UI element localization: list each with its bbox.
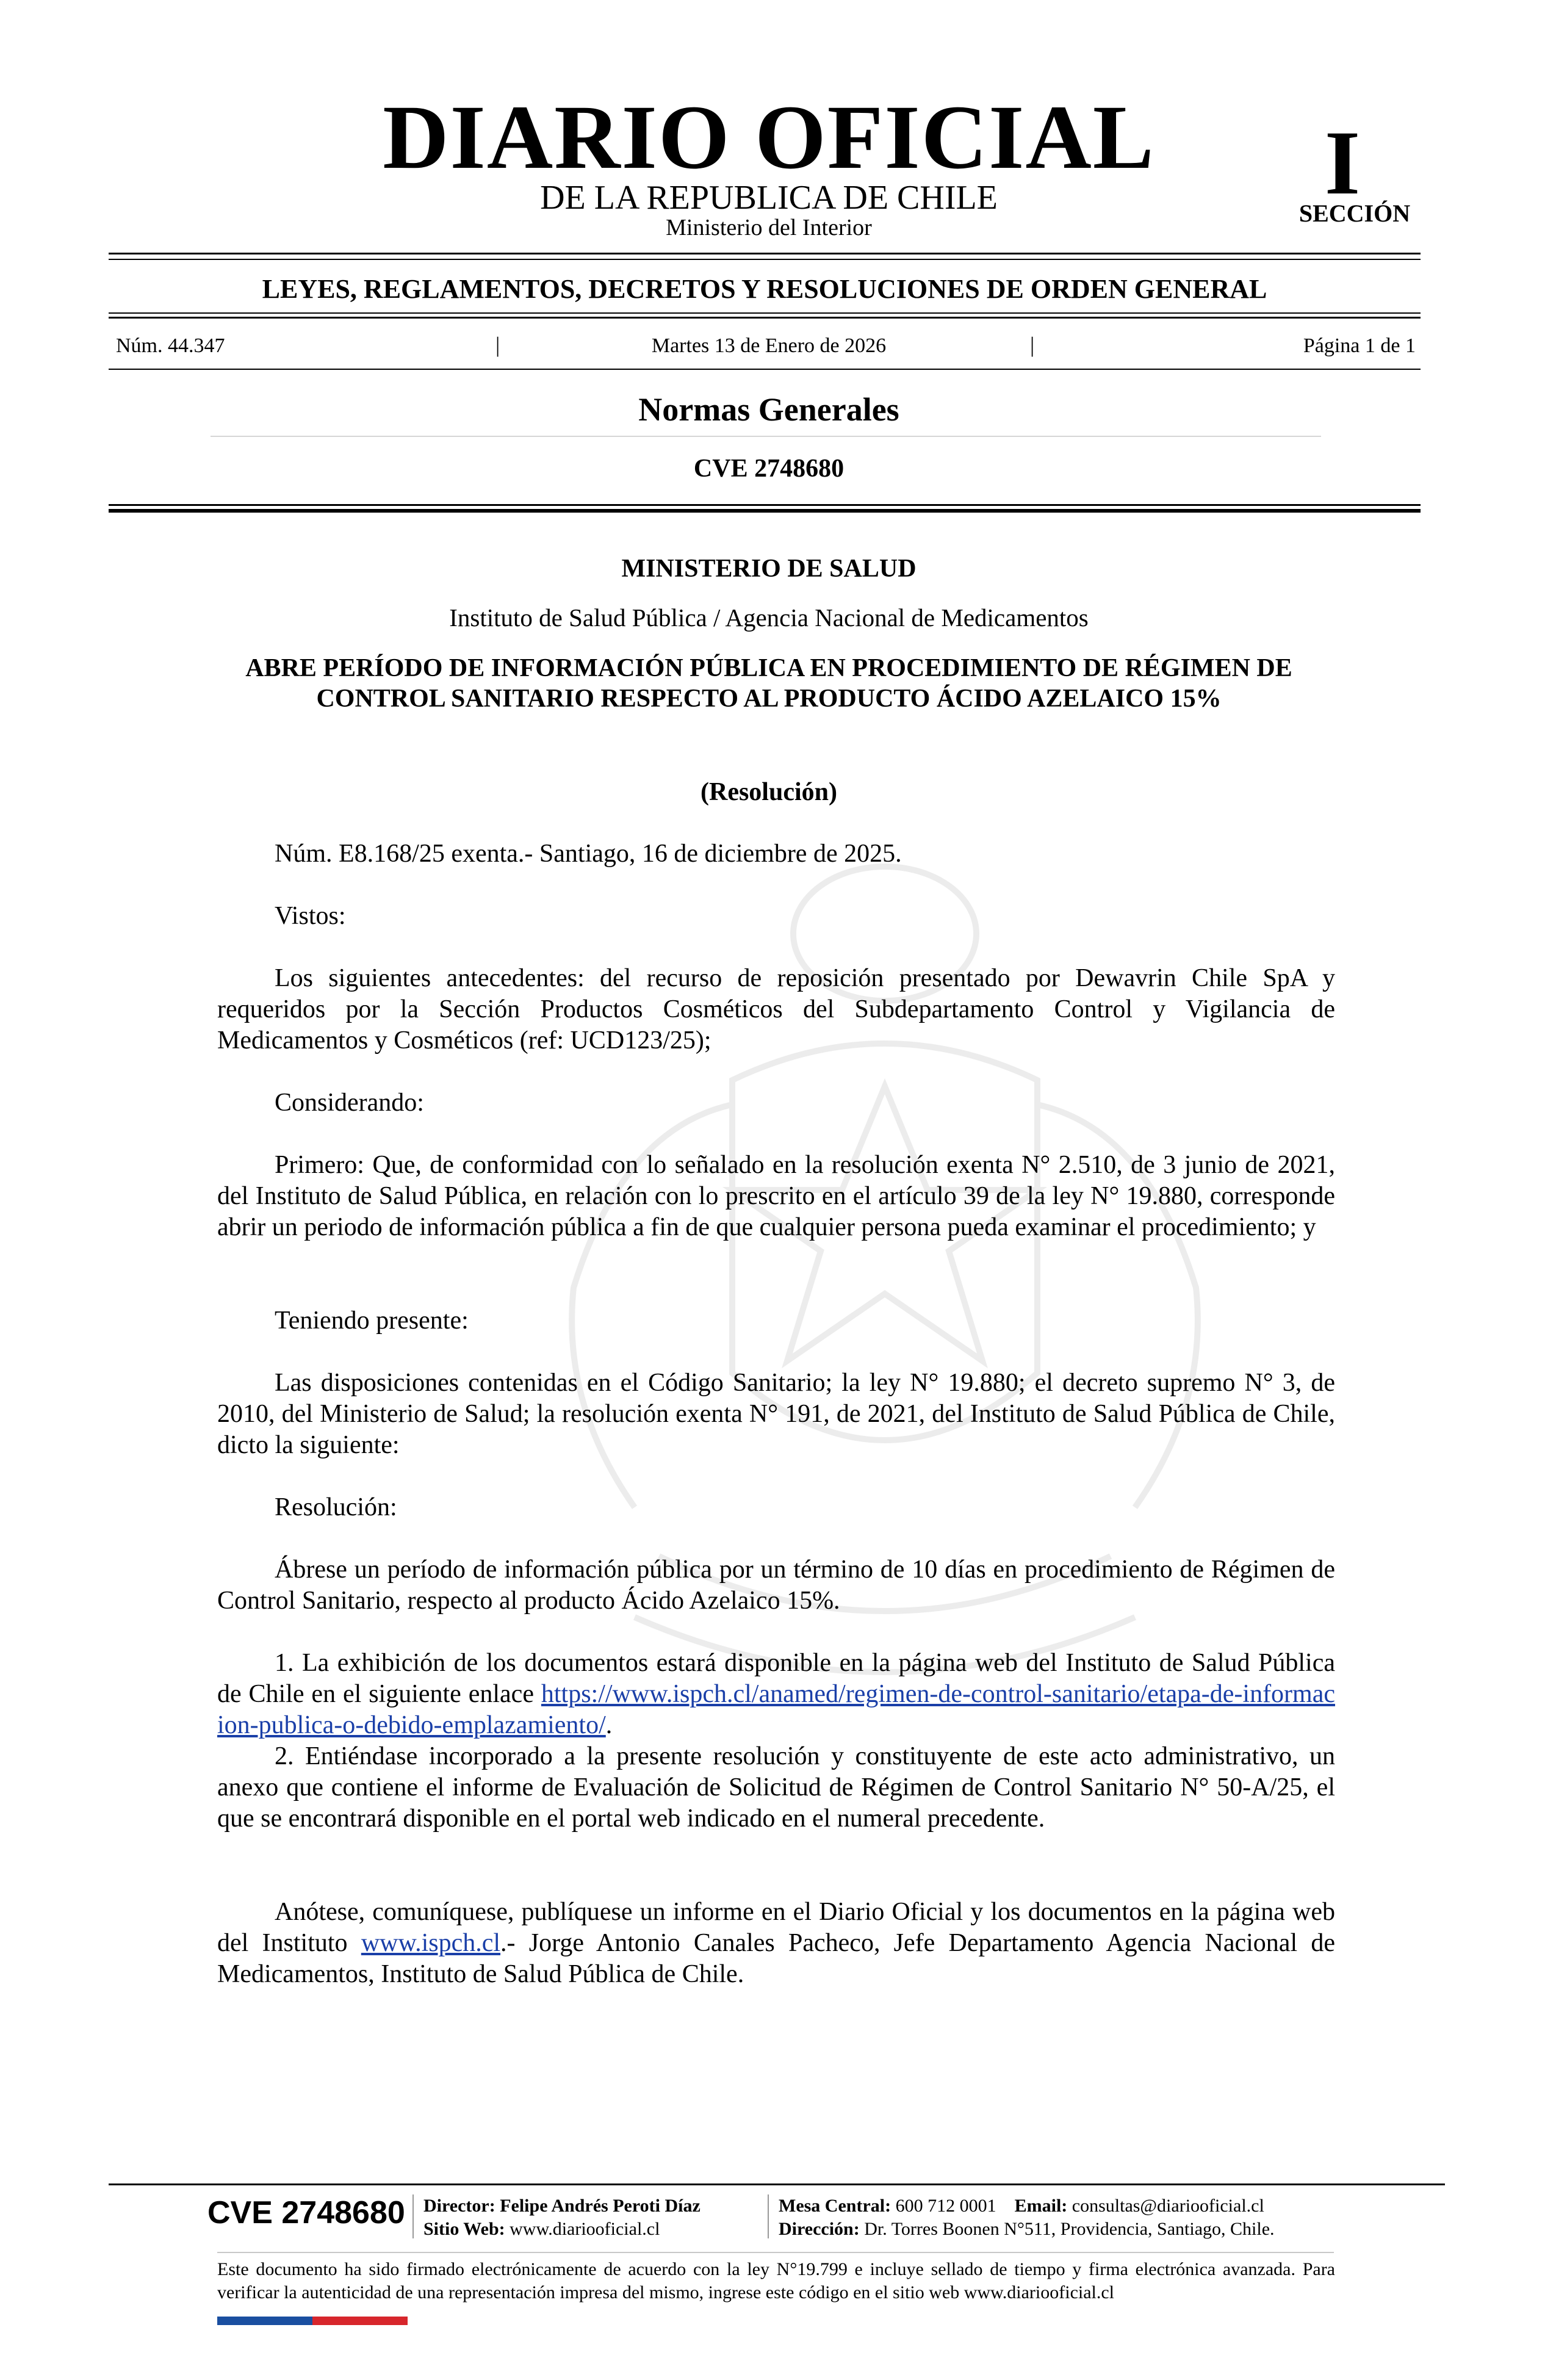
banner-title: LEYES, REGLAMENTOS, DECRETOS Y RESOLUCIONES DE ORDEN GENERAL [262, 274, 1267, 304]
address-value: Dr. Torres Boonen N°511, Providencia, Santiago, Chile. [864, 2219, 1275, 2239]
issue-page: Página 1 de 1 [1303, 334, 1416, 357]
footer-contact-block [779, 2194, 1275, 2241]
issue-number: Núm. 44.347 [116, 334, 225, 357]
issue-separator: | [495, 333, 500, 357]
flag-stripe-blue [217, 2317, 312, 2325]
masthead-ministry: Ministerio del Interior [666, 215, 872, 240]
email-value[interactable]: consultas@diariooficial.cl [1072, 2196, 1264, 2216]
paragraph-text: Considerando: [275, 1089, 424, 1117]
anotese-signature: .- Jorge Antonio Canales Pacheco, Jefe Departamento Agencia Nacional de Medicamentos, Instituto de Salud Pública de Chile. [217, 1929, 1335, 1988]
paragraph-text [217, 1648, 1335, 1741]
info-rule [109, 369, 1421, 370]
paragraph-antecedentes [217, 963, 1335, 1056]
document-headline: ABRE PERÍODO DE INFORMACIÓN PÚBLICA EN PROCEDIMIENTO DE RÉGIMEN DE CONTROL SANITARIO RESPECTO AL PRODUCTO ÁCIDO AZELAICO 15% [245, 654, 1292, 713]
paragraph-primero [217, 1150, 1335, 1243]
footer-separator [768, 2194, 769, 2238]
paragraph-text: Los siguientes antecedentes: del recurso de reposición presentado por Dewavrin Chile SpA y requeridos por la Sección Productos Cosméticos del Subdepartamento Control y Vigilancia de Medicamentos y Cosméticos (ref: UCD123/25); [217, 964, 1335, 1055]
header-rule-mid-thick [109, 317, 1421, 319]
footer-phone-email [779, 2194, 1275, 2218]
paragraph-text: Primero: Que, de conformidad con lo señalado en la resolución exenta N° 2.510, de 3 junio de 2021, del Instituto de Salud Pública, en relación con lo prescrito en el artículo 39 de la ley N° 19.880, corresponde abrir un periodo de información pública a fin de que cualquier persona pueda examinar el procedimiento; y [217, 1151, 1335, 1241]
paragraph-considerando [217, 1087, 1335, 1119]
document-ministry: MINISTERIO DE SALUD [621, 555, 917, 583]
paragraph-item-1 [217, 1648, 1335, 1834]
document-institute: Instituto de Salud Pública / Agencia Nacional de Medicamentos [449, 604, 1089, 632]
ispch-document-link[interactable]: https://www.ispch.cl/anamed/regimen-de-control-sanitario/etapa-de-informacion-publica-o-debido-emplazamiento/ [217, 1680, 1335, 1739]
section-numeral: I [1324, 112, 1361, 214]
paragraph-text: Vistos: [275, 902, 346, 930]
issue-date: Martes 13 de Enero de 2026 [651, 334, 887, 357]
footer-rule [109, 2183, 1445, 2185]
footer-note: Este documento ha sido firmado electrónicamente de acuerdo con la ley N°19.799 e incluye sellado de tiempo y firma electrónica avanzada. Para verificar la autenticidad de una representación impresa del mismo, ingrese este código en el sitio web www.diariooficial.cl [217, 2259, 1335, 2302]
paragraph-text: Ábrese un período de información pública por un término de 10 días en procedimiento de Régimen de Control Sanitario, respecto al producto Ácido Azelaico 15%. [217, 1556, 1335, 1615]
item-1-text: 1. La exhibición de los documentos estará disponible en la página web del Instituto de Salud Pública de Chile en el siguiente enlace [217, 1649, 1335, 1708]
paragraph-text: Teniendo presente: [275, 1307, 469, 1335]
section-divider [211, 436, 1321, 437]
cve-code: CVE 2748680 [693, 455, 845, 483]
ispch-site-link[interactable]: www.ispch.cl [361, 1929, 501, 1957]
address-label: Dirección: [779, 2219, 860, 2239]
section-label: SECCIÓN [1298, 200, 1411, 227]
email-label: Email: [1014, 2196, 1068, 2216]
header-rule-mid [109, 312, 1421, 314]
paragraph-text: Las disposiciones contenidas en el Código Sanitario; la ley N° 19.880; el decreto supremo N° 3, de 2010, del Ministerio de Salud; la resolución exenta N° 191, de 2021, del Instituto de Salud Pública de Chile, dicto la siguiente: [217, 1369, 1335, 1459]
paragraph-item-2: 2. Entiéndase incorporado a la presente resolución y constituyente de este acto administrativo, un anexo que contiene el informe de Evaluación de Solicitud de Régimen de Control Sanitario N° 50-A/25, el que se encontrará disponible en el portal web indicado en el numeral precedente. [217, 1742, 1335, 1833]
issue-separator: | [1030, 333, 1035, 357]
item-1-end: . [605, 1711, 613, 1739]
footer-director-block [423, 2194, 701, 2241]
paragraph-text: Resolución: [275, 1493, 397, 1521]
section-heading: Normas Generales [638, 391, 899, 428]
footer-separator [412, 2194, 414, 2238]
director-label: Director: [423, 2196, 495, 2216]
paragraph-abrese [217, 1554, 1335, 1617]
document-type: (Resolución) [701, 778, 837, 806]
site-value[interactable]: www.diariooficial.cl [510, 2219, 660, 2239]
paragraph-vistos [217, 901, 1335, 932]
flag-stripe-red [312, 2317, 408, 2325]
footer-director [423, 2194, 701, 2218]
mesa-label: Mesa Central: [779, 2196, 891, 2216]
header-rule-top-thin [109, 259, 1421, 260]
paragraph-resolucion-label [217, 1492, 1335, 1523]
footer-cve-code: CVE 2748680 [207, 2195, 405, 2230]
footer-thin-rule [217, 2252, 1334, 2253]
header-rule-top [109, 253, 1421, 254]
paragraph-text [217, 1897, 1335, 1990]
masthead-subtitle: DE LA REPUBLICA DE CHILE [540, 179, 998, 217]
footer-address [779, 2218, 1275, 2241]
site-label: Sitio Web: [423, 2219, 505, 2239]
paragraph-number-date [217, 838, 1335, 870]
paragraph-text: Núm. E8.168/25 exenta.- Santiago, 16 de diciembre de 2025. [275, 840, 902, 868]
header-rule-bottom [109, 504, 1421, 506]
anotese-text: Anótese, comuníquese, publíquese un informe en el Diario Oficial y los documentos en la página web del Instituto [217, 1898, 1335, 1957]
paragraph-disposiciones [217, 1368, 1335, 1461]
paragraph-anotese [217, 1897, 1335, 1990]
director-name: Felipe Andrés Peroti Díaz [500, 2196, 701, 2216]
paragraph-teniendo-presente [217, 1305, 1335, 1336]
header-rule-bottom-thick [109, 509, 1421, 513]
mesa-value: 600 712 0001 [895, 2196, 996, 2216]
masthead-title: DIARIO OFICIAL [383, 87, 1155, 188]
footer-site [423, 2218, 701, 2241]
